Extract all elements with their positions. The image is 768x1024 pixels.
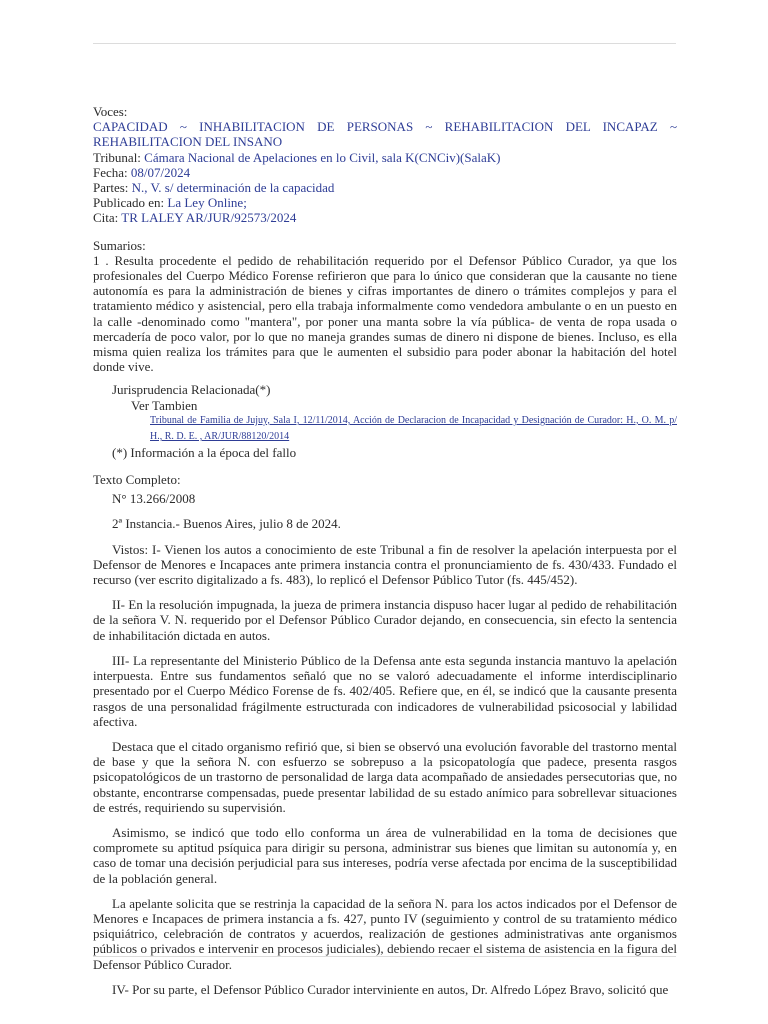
paragraph: II- En la resolución impugnada, la jueza de primera instancia dispuso hacer lugar al pedido de rehabilitación de la señora V. N. requerido por el Defensor Público Curador dejando, en consecuencia, sin efecto la sentencia de inhabilitación dictada en autos. (93, 597, 677, 643)
paragraph: Destaca que el citado organismo refirió que, si bien se observó una evolución favorable del trastorno mental de base y que la señora N. con esfuerzo se sobrepuso a la psicopatología que padece, presenta rasgos psicopatológicos de un trastorno de personalidad de larga data acompañado de ansiedades persecutorias que, no obstante, encontrarse compensadas, puede presentar labilidad de su estado anímico para sobrellevar situaciones de estrés, requiriendo su supervisión. (93, 738, 677, 815)
ver-tambien-label: Ver Tambien (131, 397, 198, 413)
tribunal-link[interactable]: Cámara Nacional de Apelaciones en lo Civil, sala K(CNCiv)(SalaK) (144, 149, 501, 165)
partes-link[interactable]: N., V. s/ determinación de la capacidad (131, 180, 335, 196)
jurisprudencia-label: Jurisprudencia Relacionada(*) (112, 382, 271, 398)
voces-label: Voces: (93, 104, 128, 119)
fecha-row (93, 165, 677, 180)
publicado-label: Publicado en: (93, 195, 165, 211)
paragraph: Asimismo, se indicó que todo ello conforma un área de vulnerabilidad en la toma de decisiones que compromete su aptitud psíquica para dirigir su persona, administrar sus bienes que limitan su autonomía y, en caso de tomar una decisión perjudicial para sus intereses, podría verse afectada por encima de la susceptibilidad de la población general. (93, 824, 677, 886)
document-body (93, 104, 677, 997)
cita-link[interactable]: TR LALEY AR/JUR/92573/2024 (121, 210, 297, 226)
bottom-divider (93, 956, 676, 957)
paragraph: IV- Por su parte, el Defensor Público Curador interviniente en autos, Dr. Alfredo López Bravo, solicitó que (112, 981, 669, 997)
top-divider (93, 43, 676, 44)
related-case-link[interactable]: Tribunal de Familia de Jujuy, Sala I, 12/11/2014, Acción de Declaracion de Incapacidad y Designación de Curador: H., O. M. p/ H., R. D. E. , AR/JUR/88120/2014 (150, 414, 677, 442)
info-note: (*) Información a la época del fallo (112, 444, 297, 460)
paragraph: III- La representante del Ministerio Público de la Defensa ante esta segunda instancia mantuvo la apelación interpuesta. Entre sus fundamentos señaló que no se valoró adecuadamente el informe interdisciplinario presentado por el Cuerpo Médico Forense de fs. 402/405. Refiere que, en él, se indicó que la causante presenta rasgos de una personalidad frágilmente estructurada con indicadores de vulnerabilidad psicosocial y labilidad afectiva. (93, 652, 677, 729)
texto-completo-label: Texto Completo: (93, 472, 181, 488)
paragraph: La apelante solicita que se restrinja la capacidad de la señora N. para los actos indicados por el Defensor de Menores e Incapaces de primera instancia a fs. 427, punto IV (seguimiento y control de su tratamiento médico psiquiátrico, celebración de contratos y acuerdos, realización de gestiones administrativas ante organismos públicos o privados e intervenir en procesos judiciales), debiendo recaer el sistema de asistencia en la figura del Defensor Público Curador. (93, 895, 677, 972)
case-number: N° 13.266/2008 (112, 491, 196, 507)
partes-row (93, 180, 677, 195)
cita-label: Cita: (93, 210, 119, 226)
cita-row (93, 210, 677, 225)
tribunal-row (93, 150, 677, 165)
tribunal-label: Tribunal: (93, 149, 141, 165)
publicado-row (93, 195, 677, 210)
publicado-link[interactable]: La Ley Online; (167, 195, 247, 211)
fecha-link[interactable]: 08/07/2024 (130, 164, 191, 180)
partes-label: Partes: (93, 180, 129, 196)
paragraph: Vistos: I- Vienen los autos a conocimiento de este Tribunal a fin de resolver la apelación interpuesta por el Defensor de Menores e Incapaces ante primera instancia contra el pronunciamiento de fs. 430/433. Fundado el recurso (ver escrito digitalizado a fs. 483), lo replicó el Defensor Público Tutor (fs. 445/452). (93, 541, 677, 588)
fecha-label: Fecha: (93, 164, 128, 180)
sumarios-label: Sumarios: (93, 237, 146, 253)
sumario-text: 1 . Resulta procedente el pedido de rehabilitación requerido por el Defensor Público Curador, ya que los profesionales del Cuerpo Médico Forense refirieron que para lo único que consideran que la causante no tiene autonomía es para la administración de bienes y cifras importantes de dinero o trámites complejos y para el tratamiento médico y asistencial, pero ella trabaja informalmente como vendedora ambulante o en un puesto en la calle -denominado como "mantera", por poner una manta sobre la vía pública- de venta de ropa usada o mercadería de poco valor, por lo que no maneja grandes sumas de dinero ni dispone de bienes. Incluso, es ella misma quien realiza los trámites para que le aumenten el subsidio para poder abonar la habitación del hotel donde vive. (93, 252, 677, 375)
instancia-line: 2ª Instancia.- Buenos Aires, julio 8 de 2024. (112, 516, 341, 532)
voces-link[interactable]: CAPACIDAD ~ INHABILITACION DE PERSONAS ~ REHABILITACION DEL INCAPAZ ~ REHABILITACION DEL INSANO (93, 119, 677, 150)
